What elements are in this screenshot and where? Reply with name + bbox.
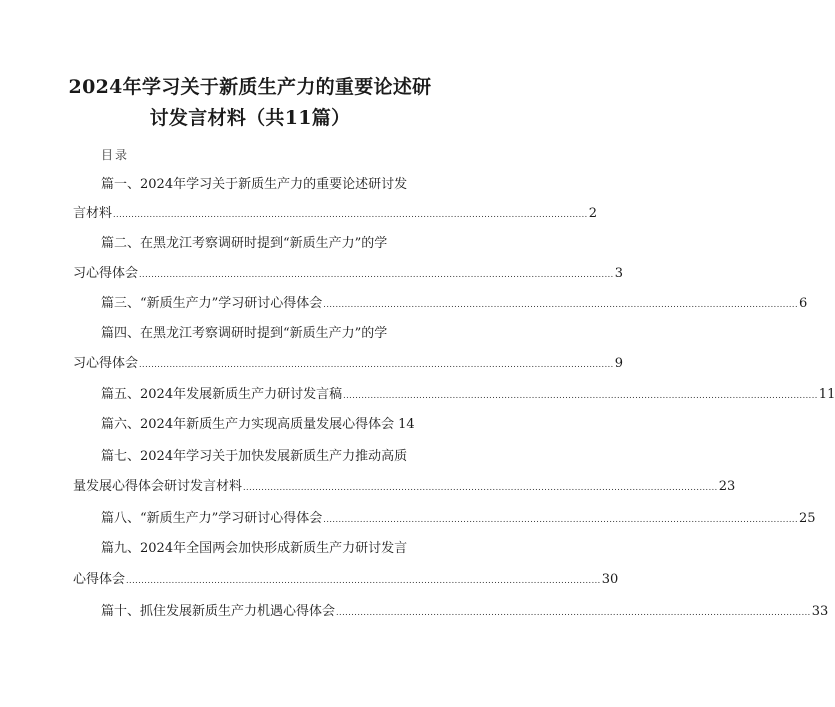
toc-leader-dots: ............................................................................................................................................................: [323, 300, 798, 309]
toc-entry-text: 心得体会: [73, 572, 126, 587]
toc-entry-10[interactable]: [101, 601, 829, 623]
toc-entry-4-line-2[interactable]: [73, 353, 623, 375]
toc-entry-2-line-1[interactable]: [101, 233, 387, 255]
toc-page-number: 23: [718, 479, 736, 494]
toc-entry-4-line-1[interactable]: [101, 323, 387, 345]
toc-entry-5[interactable]: [101, 384, 835, 406]
toc-entry-text: 篇四、在黑龙江考察调研时提到“新质生产力”的学: [101, 326, 388, 341]
document-title-line-2: 讨发言材料（共11篇）: [149, 107, 351, 129]
toc-page-number: 30: [601, 572, 619, 587]
toc-entry-text: 篇六、2024年新质生产力实现高质量发展心得体会: [101, 417, 395, 432]
toc-entry-text: 言材料: [73, 206, 113, 221]
toc-entry-text: 习心得体会: [73, 356, 139, 371]
toc-leader-dots: ............................................................................................................................................................: [243, 483, 718, 492]
toc-page-number: 33: [811, 604, 829, 619]
toc-page-number: 14: [398, 417, 415, 432]
toc-page-number: 6: [799, 296, 808, 311]
toc-entry-text: 篇五、2024年发展新质生产力研讨发言稿: [101, 387, 343, 402]
toc-entry-7-line-1[interactable]: [101, 446, 407, 468]
toc-entry-7-line-2[interactable]: [73, 476, 736, 498]
toc-leader-dots: ............................................................................................................................................................: [343, 391, 818, 400]
toc-entry-text: 篇三、“新质生产力”学习研讨心得体会: [101, 296, 323, 311]
toc-page-number: 2: [588, 206, 597, 221]
toc-entry-1-line-1[interactable]: [101, 174, 407, 196]
toc-page-number: 11: [818, 387, 835, 402]
toc-entry-text: 量发展心得体会研讨发言材料: [73, 479, 243, 494]
toc-entry-text: 篇八、“新质生产力”学习研讨心得体会: [101, 511, 323, 526]
toc-heading: 目录: [101, 148, 130, 162]
toc-leader-dots: ............................................................................................................................................................: [336, 608, 811, 617]
toc-entry-8[interactable]: [101, 508, 816, 530]
toc-leader-dots: ............................................................................................................................................................: [323, 515, 798, 524]
toc-entry-text: 篇二、在黑龙江考察调研时提到“新质生产力”的学: [101, 236, 388, 251]
toc-leader-dots: ............................................................................................................................................................: [139, 270, 614, 279]
toc-leader-dots: ............................................................................................................................................................: [113, 210, 588, 219]
toc-entry-3[interactable]: [101, 293, 808, 315]
toc-entry-text: 篇九、2024年全国两会加快形成新质生产力研讨发言: [101, 541, 408, 556]
toc-entry-9-line-2[interactable]: [73, 569, 619, 591]
toc-leader-dots: ............................................................................................................................................................: [139, 360, 614, 369]
toc-entry-6[interactable]: [101, 414, 415, 436]
toc-entry-text: 篇一、2024年学习关于新质生产力的重要论述研讨发: [101, 177, 408, 192]
toc-page-number: 3: [614, 266, 623, 281]
toc-entry-text: 篇七、2024年学习关于加快发展新质生产力推动高质: [101, 449, 408, 464]
toc-entry-9-line-1[interactable]: [101, 538, 407, 560]
toc-entry-1-line-2[interactable]: [73, 203, 597, 225]
toc-page-number: 25: [799, 511, 816, 526]
toc-entry-text: 习心得体会: [73, 266, 139, 281]
toc-entry-text: 篇十、抓住发展新质生产力机遇心得体会: [101, 604, 336, 619]
toc-leader-dots: ............................................................................................................................................................: [126, 576, 601, 585]
toc-entry-2-line-2[interactable]: [73, 263, 623, 285]
toc-page-number: 9: [614, 356, 623, 371]
document-title-line-1: 2024年学习关于新质生产力的重要论述研: [68, 76, 432, 98]
